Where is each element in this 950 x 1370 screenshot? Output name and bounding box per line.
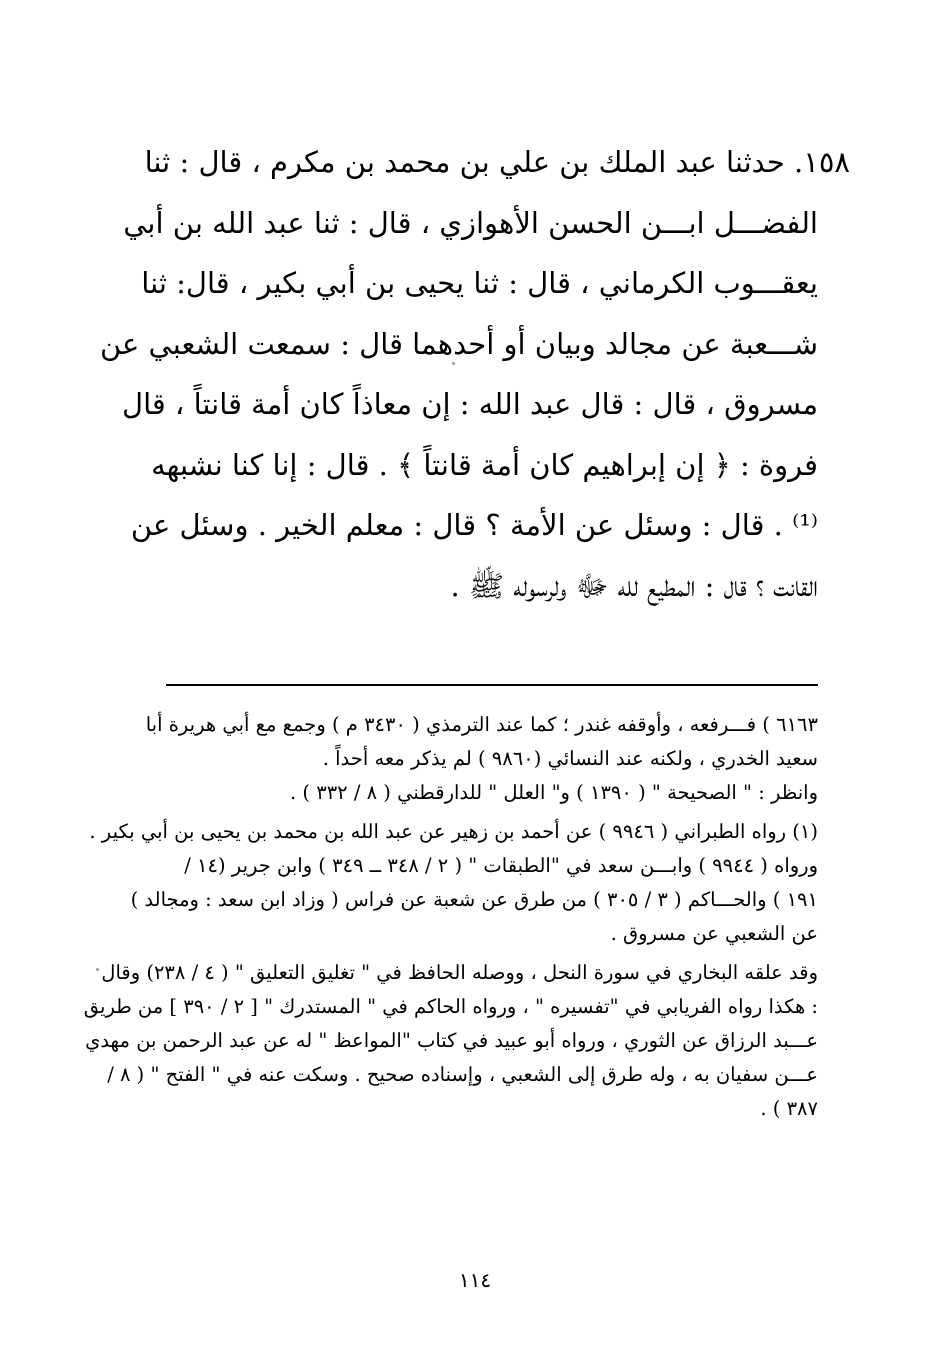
footnote-line: وانظر : " الصحيحة " ( ١٣٩٠ ) و" العلل " للدارقطني ( ٨ / ٣٣٢ ) .: [290, 781, 818, 804]
footnote-separator: [166, 684, 818, 686]
footnote-line: ورواه ( ٩٩٤٤ ) وابـــن سعد في "الطبقات " ( ٢ / ٣٤٨ ــ ٣٤٩ ) وابن جرير (١٤ /: [184, 854, 818, 877]
footnote-line: عـــبد الرزاق عن الثوري ، ورواه أبو عبيد في كتاب "المواعظ " له عن عبد الرحمن بن مهدي: [85, 1029, 818, 1052]
footnote-1: [89, 815, 818, 951]
scan-speck: [96, 968, 99, 971]
footnote-line: ١٩١ ) والحـــاكم ( ٣ / ٣٠٥ ) من طرق عن شعبة عن فراس ( وزاد ابن سعد : ومجالد ): [130, 888, 818, 911]
hadith-line-6: فروة : ﴿ إن إبراهيم كان أمة قانتاً ﴾ . قال : إنا كنا نشبهه: [151, 447, 818, 482]
hadith-line-2: الفضـــل ابـــن الحسن الأهوازي ، قال : ثنا عبد الله بن أبي: [123, 205, 818, 240]
footnote-line: وقد علقه البخاري في سورة النحل ، ووصله الحافظ في " تغليق التعليق " ( ٤ / ٢٣٨) وقال: [101, 961, 818, 984]
page-number: ١١٤: [458, 1268, 492, 1292]
footnote-line: عـــن سفيان به ، وله طرق إلى الشعبي ، وإسناده صحيح . وسكت عنه في " الفتح " ( ٨ /: [107, 1063, 818, 1086]
footnote-line: ٣٨٧ ) .: [760, 1097, 818, 1120]
footnote-line: عن الشعبي عن مسروق .: [610, 922, 818, 945]
hadith-line-7: ⁽¹⁾ . قال : وسئل عن الأمة ؟ قال : معلم الخير . وسئل عن: [130, 508, 818, 542]
footnote-line: : هكذا رواه الفريابي في "تفسيره " ، ورواه الحاكم في " المستدرك " [ ٢ / ٣٩٠ ] من طريق: [83, 995, 818, 1018]
hadith-line-1: ١٥٨. حدثنا عبد الملك بن علي بن محمد بن مكرم ، قال : ثنا: [144, 145, 850, 179]
footnote-line: سعيد الخدري ، ولكنه عند النسائي (٩٨٦٠ ) لم يذكر معه أحداً .: [322, 747, 818, 770]
footnotes: [83, 708, 818, 1131]
footnote-line: (١) رواه الطبراني ( ٩٩٤٦ ) عن أحمد بن زهير عن عبد الله بن محمد بن يحيى بن أبي بكير .: [89, 820, 818, 843]
footnote-1-continuation: [83, 956, 818, 1126]
hadith-line-4: شـــعبة عن مجالد وبيان أو أحدهما قال : سمعت الشعبي عن: [99, 326, 818, 361]
footnote-previous-continuation: [145, 708, 818, 810]
hadith-line-8: القانت ؟ قال : المطيع لله ﷻ ولرسوله ﷺ .: [450, 568, 818, 603]
scan-speck: [452, 362, 455, 365]
hadith-line-5: مسروق ، قال : قال عبد الله : إن معاذاً كان أمة قانتاً ، قال: [122, 387, 818, 421]
hadith-line-3: يعقـــوب الكرماني ، قال : ثنا يحيى بن أبي بكير ، قال: ثنا: [141, 266, 818, 300]
hadith-text: [99, 132, 850, 616]
footnote-line: ٦١٦٣ ) فـــرفعه ، وأوقفه غندر ؛ كما عند الترمذي ( ٣٤٣٠ م ) وجمع مع أبي هريرة أبا: [145, 713, 818, 736]
